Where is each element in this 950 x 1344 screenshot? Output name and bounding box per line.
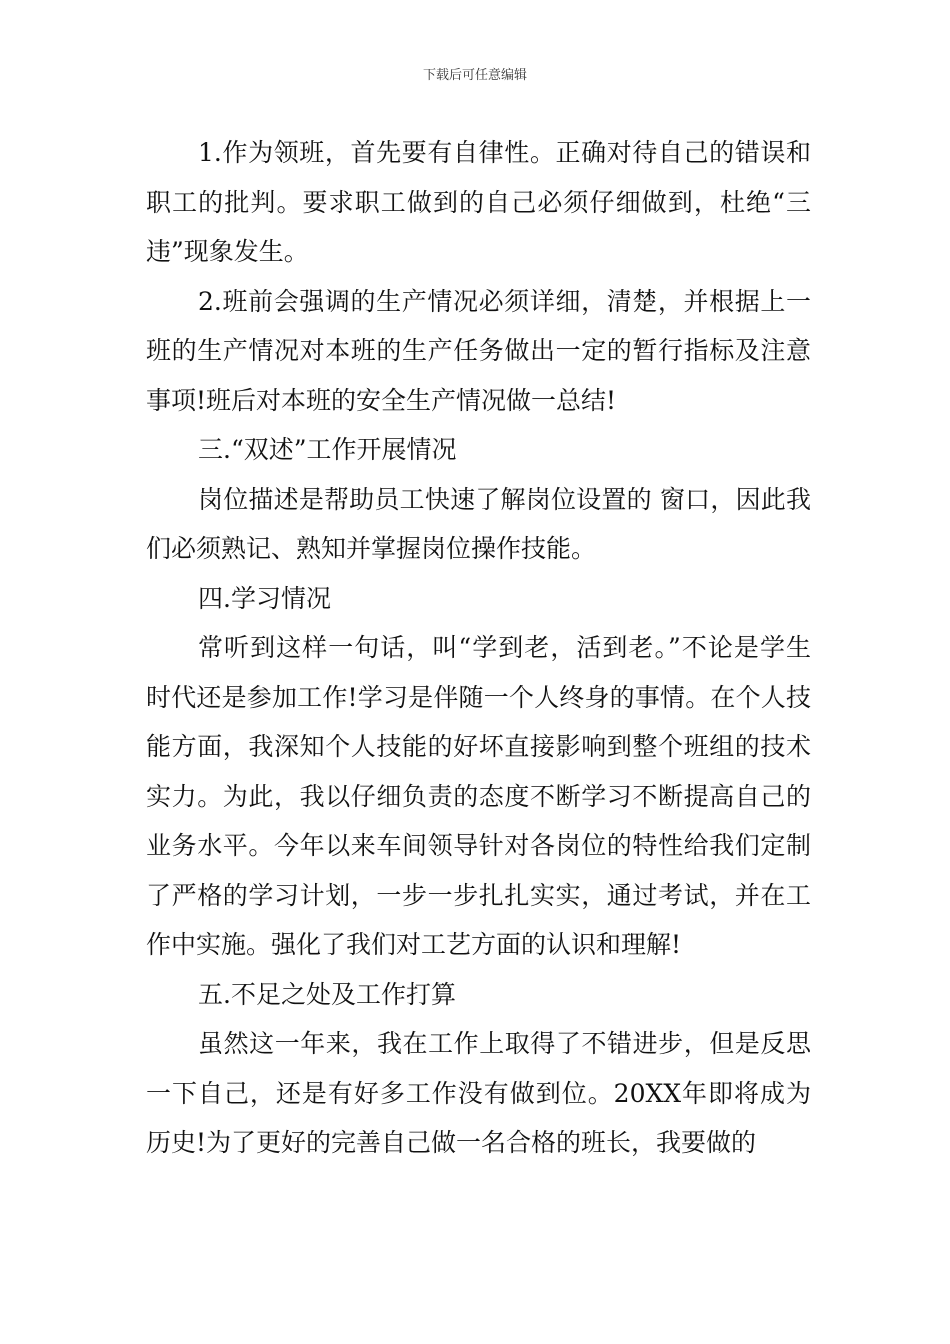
paragraph-2-shift-meeting: 2.班前会强调的生产情况必须详细，清楚，并根据上一班的生产情况对本班的生产任务做出一定的暂行指标及注意事项!班后对本班的安全生产情况做一总结!	[146, 286, 811, 415]
paragraph-learning: 常听到这样一句话，叫“学到老，活到老。”不论是学生时代还是参加工作!学习是伴随一个人终身的事情。在个人技能方面，我深知个人技能的好坏直接影响到整个班组的技术实力。为此，我以仔细负责的态度不断学习不断提高自己的业务水平。今年以来车间领导针对各岗位的特性给我们定制了严格的学习计划，一步一步扎扎实实，通过考试，并在工作中实施。强化了我们对工艺方面的认识和理解!	[146, 633, 811, 959]
paragraph-1-self-discipline: 1.作为领班，首先要有自律性。正确对待自己的错误和职工的批判。要求职工做到的自己必须仔细做到，杜绝“三违”现象发生。	[146, 138, 811, 266]
paragraph-job-description: 岗位描述是帮助员工快速了解岗位设置的 窗口，因此我们必须熟记、熟知并掌握岗位操作技能。	[146, 484, 811, 563]
section-heading-3: 三.“双述”工作开展情况	[198, 435, 457, 464]
paragraph-shortcomings: 虽然这一年来，我在工作上取得了不错进步，但是反思一下自己，还是有好多工作没有做到位。20XX年即将成为历史!为了更好的完善自己做一名合格的班长，我要做的	[146, 1029, 811, 1157]
section-heading-5: 五.不足之处及工作打算	[198, 979, 456, 1009]
page-header-note: 下载后可任意编辑	[422, 68, 527, 83]
document-body	[146, 128, 811, 1168]
section-heading-4: 四.学习情况	[198, 583, 331, 613]
